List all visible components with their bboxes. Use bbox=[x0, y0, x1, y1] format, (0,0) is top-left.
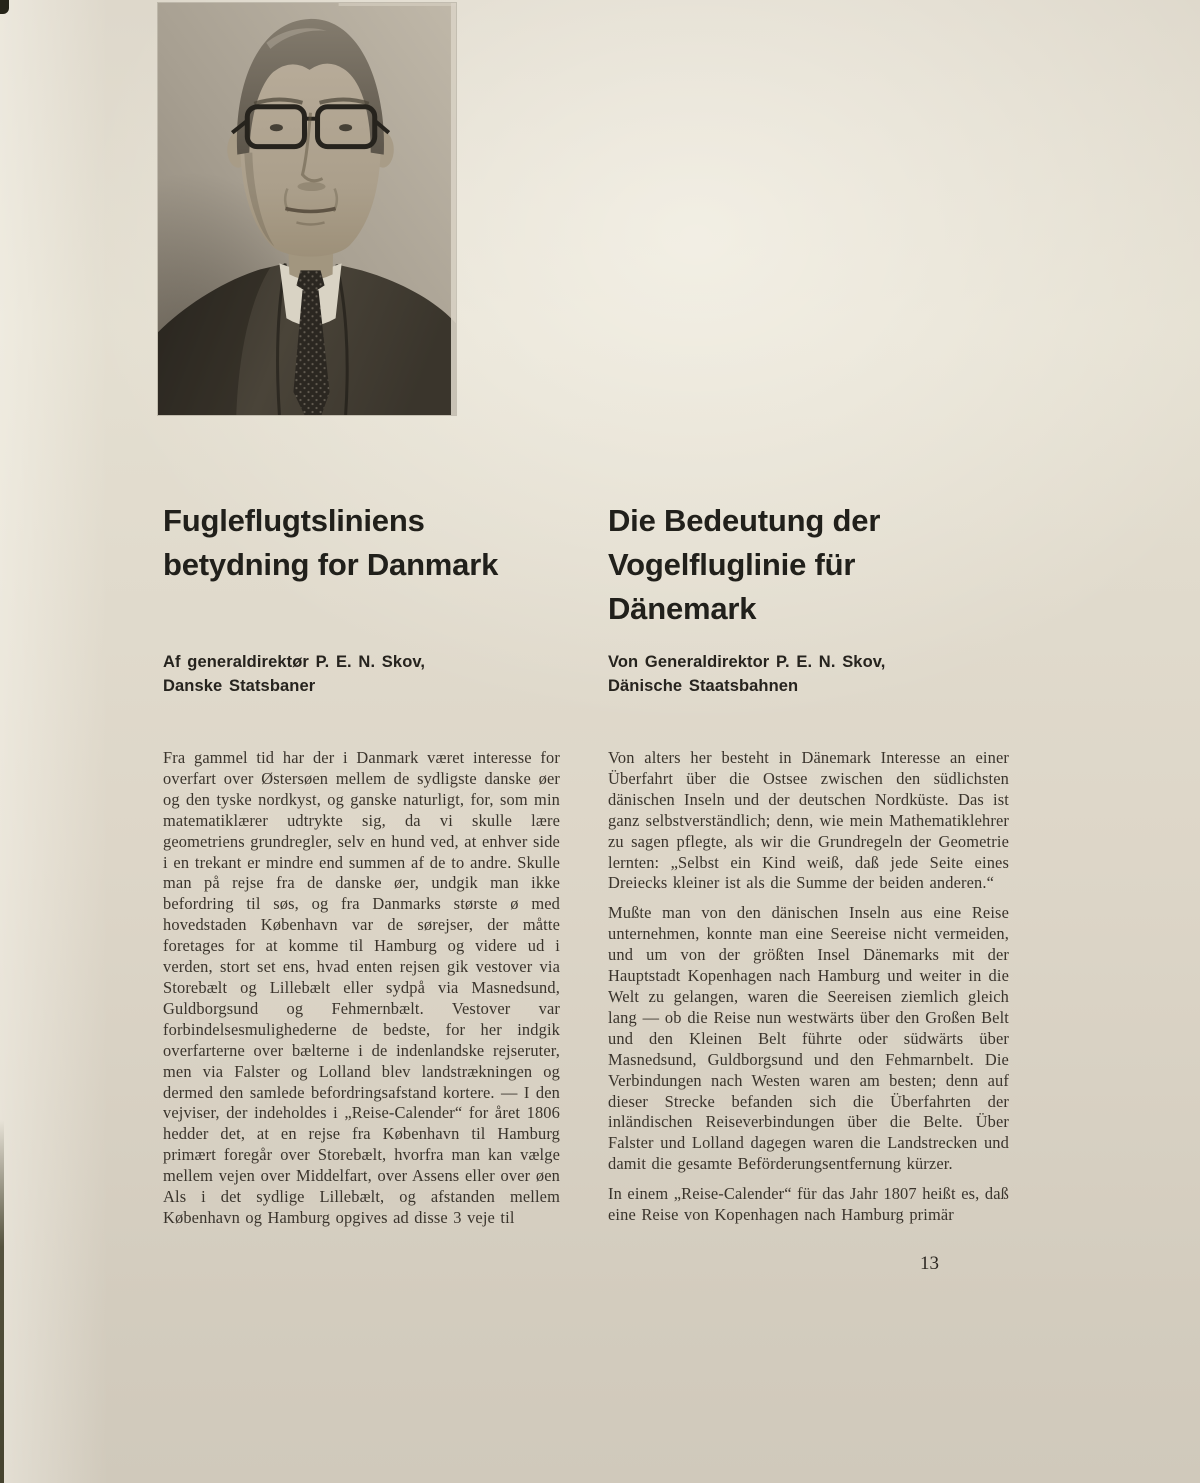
german-byline-line: Dänische Staatsbahnen bbox=[608, 676, 799, 695]
photo-edge-top bbox=[339, 3, 456, 6]
danish-title bbox=[163, 499, 583, 587]
danish-byline-line: Af generaldirektør P. E. N. Skov, bbox=[163, 653, 426, 671]
danish-byline bbox=[163, 651, 583, 698]
eye-left bbox=[270, 124, 283, 131]
nose-shadow bbox=[297, 182, 325, 191]
german-paragraph: Mußte man von den dänischen Inseln aus eine Reise unternehmen, konnte man eine Seereise nicht vermeiden, und um von der größten Insel Dänemarks mit der Hauptstadt Kopenhagen nach Hamburg und weiter in die Welt zu gelangen, waren die Seereisen ziemlich gleich lang — ob die Reise nun westwärts über den Großen Belt und den Kleinen Belt führte oder südwärts über Masnedsund, Guldborgsund und den Fehmarnbelt. Die Verbindungen nach Westen waren am besten; denn auf dieser Strecke befanden sich die Überfahrten der inländischen Reiseverbindungen über die Belte. Über Falster und Lolland dagegen waren die Landstrecken und damit die gesamte Beförderungsentfernung kürzer. bbox=[608, 903, 1009, 1174]
german-title bbox=[608, 499, 1028, 631]
german-paragraph: In einem „Reise-Calender“ für das Jahr 1807 heißt es, daß eine Reise von Kopenhagen nach Hamburg primär bbox=[608, 1184, 1009, 1225]
german-paragraph: Von alters her besteht in Dänemark Interesse an einer Überfahrt über die Ostsee zwischen den südlichsten dänischen Inseln und der deutschen Nordküste. Das ist ganz selbstverständlich; denn, wie mein Mathematiklehrer zu sagen pflegte, als wir die Grundregeln der Geometrie lernten: „Selbst ein Kind weiß, daß jede Seite eines Dreiecks kleiner ist als die Summe der beiden anderen.“ bbox=[608, 748, 1009, 893]
author-portrait-photo bbox=[158, 3, 456, 415]
photo-edge-right bbox=[451, 3, 456, 415]
german-body-text bbox=[608, 748, 1009, 1226]
german-title-line: Vogelfluglinie für bbox=[608, 547, 856, 582]
page-number: 13 bbox=[920, 1253, 939, 1274]
danish-byline-line: Danske Statsbaner bbox=[163, 676, 316, 695]
danish-paragraph: Fra gammel tid har der i Danmark været interesse for overfart over Østersøen mellem de sydligste danske øer og den tyske nordkyst, og ganske naturligt, for, som min matematiklærer udtrykte sig, da vi skulle lære geometriens grundregler, selv en hund ved, at enhver side i en trekant er mindre end summen af de to andre. Skulle man på rejse fra de danske øer, undgik man ikke befordring til søs, og fra Danmarks største ø med hovedstaden København var de sørejser, der måtte foretages for at komme til Hamburg og videre ud i verden, stort set ens, hvad enten rejsen gik vestover via Storebælt og Lillebælt eller sydpå via Masnedsund, Guldborgsund og Fehmernbælt. Vestover var forbindelsesmulighederne de bedste, for her indgik overfarterne over bælterne i de indenlandske rejseruter, men via Falster og Lolland blev landstrækningen og dermed den samlede befordringsafstand kortere. — I den vejviser, der indeholdes i „Reise-Calender“ for året 1806 hedder det, at en rejse fra København til Hamburg primært foregår over Storebælt, hvorfra man kan vælge mellem vejen over Middelfart, over Assens eller over øen Als i det sydlige Lillebælt, og afstanden mellem København og Hamburg opgives ad disse 3 veje til bbox=[163, 748, 560, 1227]
danish-title-line: Fugleflugtsliniens bbox=[163, 503, 425, 538]
page-left-edge-shadow bbox=[0, 1120, 4, 1483]
scan-corner-artifact bbox=[0, 0, 9, 14]
portrait-illustration bbox=[158, 3, 456, 415]
german-title-line: Die Bedeutung der bbox=[608, 503, 881, 538]
german-byline-line: Von Generaldirektor P. E. N. Skov, bbox=[608, 653, 886, 671]
german-byline bbox=[608, 651, 1028, 698]
danish-body-text bbox=[163, 748, 560, 1229]
german-title-line: Dänemark bbox=[608, 591, 757, 626]
eye-right bbox=[339, 124, 352, 131]
danish-title-line: betydning for Danmark bbox=[163, 547, 499, 582]
